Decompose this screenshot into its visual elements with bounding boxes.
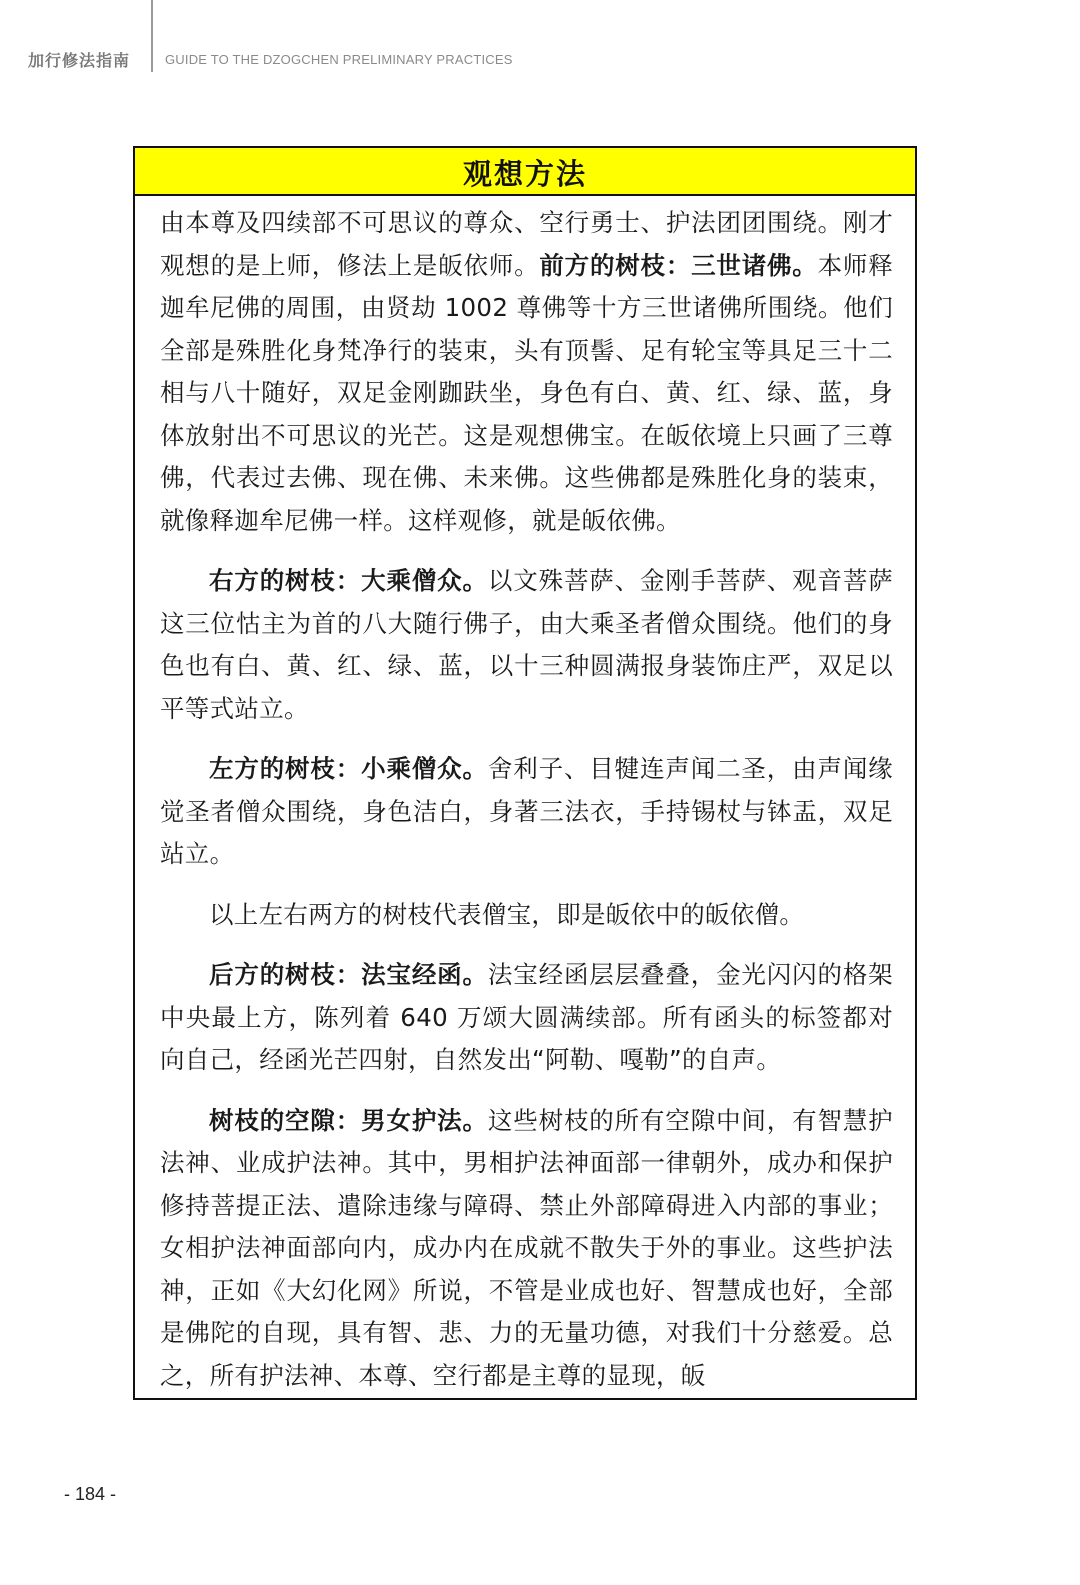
- paragraph-2-text: 舍利子、目犍连声闻二圣，由声闻缘觉圣者僧众围绕，身色洁白，身著三法衣，手持锡杖与钵盂，双足站立。: [160, 754, 893, 868]
- box-title-bar: [135, 148, 915, 196]
- sidebar-box: [133, 146, 917, 1400]
- paragraph-0-text-0: 由本尊及四续部不可思议的尊众、空行勇士、护法团团围绕。刚才观想的是上师，修法上是皈依师。: [160, 208, 893, 280]
- box-body: [135, 196, 915, 1397]
- paragraph-4-text: 法宝经函层层叠叠，金光闪闪的格架中央最上方，陈列着 640 万颂大圆满续部。所有函头的标签都对向自己，经函光芒四射，自然发出“阿勒、嘎勒”的自声。: [160, 960, 893, 1074]
- paragraph-1-text: 以文殊菩萨、金刚手菩萨、观音菩萨这三位怙主为首的八大随行佛子，由大乘圣者僧众围绕。他们的身色也有白、黄、红、绿、蓝，以十三种圆满报身装饰庄严，双足以平等式站立。: [160, 566, 893, 723]
- box-title: 观想方法: [462, 156, 587, 191]
- paragraph-3-text: 以上左右两方的树枝代表僧宝，即是皈依中的皈依僧。: [209, 899, 805, 929]
- paragraph-2-heading: 左方的树枝：小乘僧众。: [209, 754, 488, 783]
- paragraph-0-text-1: 本师释迦牟尼佛的周围，由贤劫 1002 尊佛等十方三世诸佛所围绕。他们全部是殊胜化身梵净行的装束，头有顶髻、足有轮宝等具足三十二相与八十随好，双足金刚跏趺坐，身色有白、黄、红、绿、蓝，身体放射出不可思议的光芒。这是观想佛宝。在皈依境上只画了三尊佛，代表过去佛、现在佛、未来佛。这些佛都是殊胜化身的装束，就像释迦牟尼佛一样。这样观修，就是皈依佛。: [160, 250, 893, 535]
- paragraph-4-heading: 后方的树枝：法宝经函。: [209, 960, 488, 989]
- header-chinese-title: 加行修法指南: [28, 51, 131, 70]
- page-number: - 184 -: [64, 1484, 117, 1504]
- paragraph-5-heading: 树枝的空隙：男女护法。: [209, 1105, 488, 1135]
- running-header: [0, 0, 1080, 80]
- header-english-title: GUIDE TO THE DZOGCHEN PRELIMINARY PRACTICES: [165, 52, 513, 67]
- paragraph-5-text: 这些树枝的所有空隙中间，有智慧护法神、业成护法神。其中，男相护法神面部一律朝外，成办和保护修持菩提正法、遣除违缘与障碍、禁止外部障碍进入内部的事业；女相护法神面部向内，成办内在成就不散失于外的事业。这些护法神，正如《大幻化网》所说，不管是业成也好、智慧成也好，全部是佛陀的自现，具有智、悲、力的无量功德，对我们十分慈爱。总之，所有护法神、本尊、空行都是主尊的显现，皈: [160, 1105, 893, 1390]
- paragraph-1: [160, 560, 893, 730]
- paragraph-4: [160, 954, 893, 1082]
- paragraph-2: [160, 748, 893, 876]
- paragraph-5: [160, 1100, 893, 1398]
- paragraph-3: [160, 894, 893, 937]
- header-divider: [151, 0, 153, 72]
- paragraph-1-heading: 右方的树枝：大乘僧众。: [209, 566, 488, 595]
- paragraph-0: [160, 202, 893, 542]
- paragraph-0-heading: 前方的树枝：三世诸佛。: [539, 250, 818, 280]
